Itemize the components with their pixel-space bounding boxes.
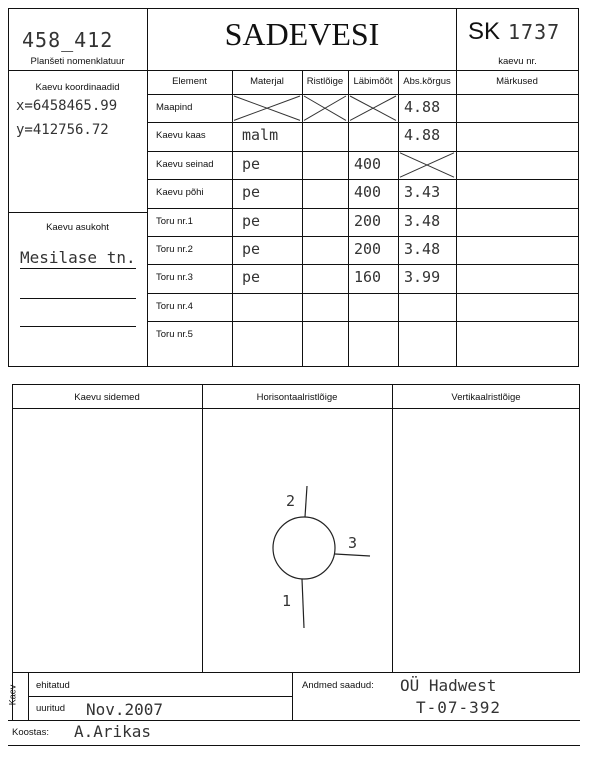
table-cell-material: pe <box>242 211 261 230</box>
col-header-vertical: Vertikaalristlõige <box>451 392 521 403</box>
coordinate-y: y=412756.72 <box>16 122 109 138</box>
cross-mark <box>234 96 300 120</box>
well-label: kaevu nr. <box>498 56 537 67</box>
table-cell-material: pe <box>242 240 261 258</box>
table-cell-element: Toru nr.5 <box>156 329 193 341</box>
table-cell-abs: 4.88 <box>404 98 441 116</box>
table-header-5: Märkused <box>496 76 538 87</box>
pipe-3-label: 3 <box>348 534 359 552</box>
cross-mark <box>400 153 454 177</box>
table-cell-material: pe <box>242 154 261 173</box>
surveyed-value: Nov.2007 <box>86 700 164 719</box>
source-label: Andmed saadud: <box>302 680 374 691</box>
table-cell-element: Kaevu kaas <box>156 130 206 142</box>
table-cell-abs: 3.48 <box>404 211 441 230</box>
table-cell-element: Toru nr.2 <box>156 244 193 255</box>
built-label: ehitatud <box>36 680 70 691</box>
well-circle <box>273 517 335 579</box>
table-header-0: Element <box>172 76 207 87</box>
table-cell-element: Kaevu põhi <box>156 187 204 199</box>
cross-mark <box>304 96 346 120</box>
table-cell-diameter: 200 <box>354 240 382 258</box>
well-prefix: SK <box>468 18 501 45</box>
kaev-label: Kaev <box>7 684 18 706</box>
table-cell-material: pe <box>242 268 261 287</box>
table-cell-abs: 3.48 <box>404 240 441 258</box>
cross-mark <box>350 96 396 120</box>
table-cell-element: Kaevu seinad <box>156 158 214 170</box>
table-cell-material: pe <box>242 183 261 202</box>
table-header-4: Abs.kõrgus <box>403 76 451 87</box>
col-header-horizontal: Horisontaalristlõige <box>256 392 338 403</box>
pipe-1-line <box>302 579 304 628</box>
coordinates-label: Kaevu koordinaadid <box>35 82 120 93</box>
table-cell-diameter: 400 <box>354 183 382 202</box>
author-value: A.Arikas <box>74 722 152 741</box>
table-header-3: Läbimõõt <box>353 76 393 87</box>
well-number: 1737 <box>508 20 561 44</box>
table-cell-element: Toru nr.1 <box>156 215 193 227</box>
surveyed-label: uuritud <box>36 703 66 714</box>
cross-mark <box>304 96 346 120</box>
source-value-1: OÜ Hadwest <box>400 676 497 695</box>
table-cell-diameter: 160 <box>354 268 382 287</box>
table-header-2: Ristlõige <box>306 76 344 87</box>
table-cell-element: Toru nr.3 <box>156 272 193 284</box>
author-label: Koostas: <box>12 727 49 738</box>
table-cell-abs: 4.88 <box>404 126 441 145</box>
table-cell-material: malm <box>242 126 279 145</box>
table-cell-abs: 3.99 <box>404 268 441 287</box>
cross-mark <box>350 96 396 120</box>
table-cell-diameter: 200 <box>354 211 382 230</box>
table-cell-element: Toru nr.4 <box>156 300 193 312</box>
nomenclature-label: Planšeti nomenklatuur <box>30 56 125 67</box>
col-header-connections: Kaevu sidemed <box>74 392 140 403</box>
table-cell-diameter: 400 <box>354 154 382 173</box>
location-label: Kaevu asukoht <box>46 222 109 233</box>
page-title: SADEVESI <box>224 16 380 52</box>
pipe-3-line <box>335 554 370 556</box>
table-cell-abs: 3.43 <box>404 183 441 202</box>
cross-mark <box>400 153 454 177</box>
location-value: Mesilase tn. <box>20 248 136 267</box>
table-cell-element: Maapind <box>156 102 193 113</box>
pipe-1-label: 1 <box>282 592 293 610</box>
source-value-2: T-07-392 <box>416 698 502 717</box>
pipe-2-label: 2 <box>286 492 297 510</box>
nomenclature-value: 458_412 <box>22 28 114 52</box>
pipe-2-line <box>305 486 307 517</box>
coordinate-x: x=6458465.99 <box>16 98 118 114</box>
cross-mark <box>234 96 300 120</box>
table-header-1: Materjal <box>250 76 284 87</box>
